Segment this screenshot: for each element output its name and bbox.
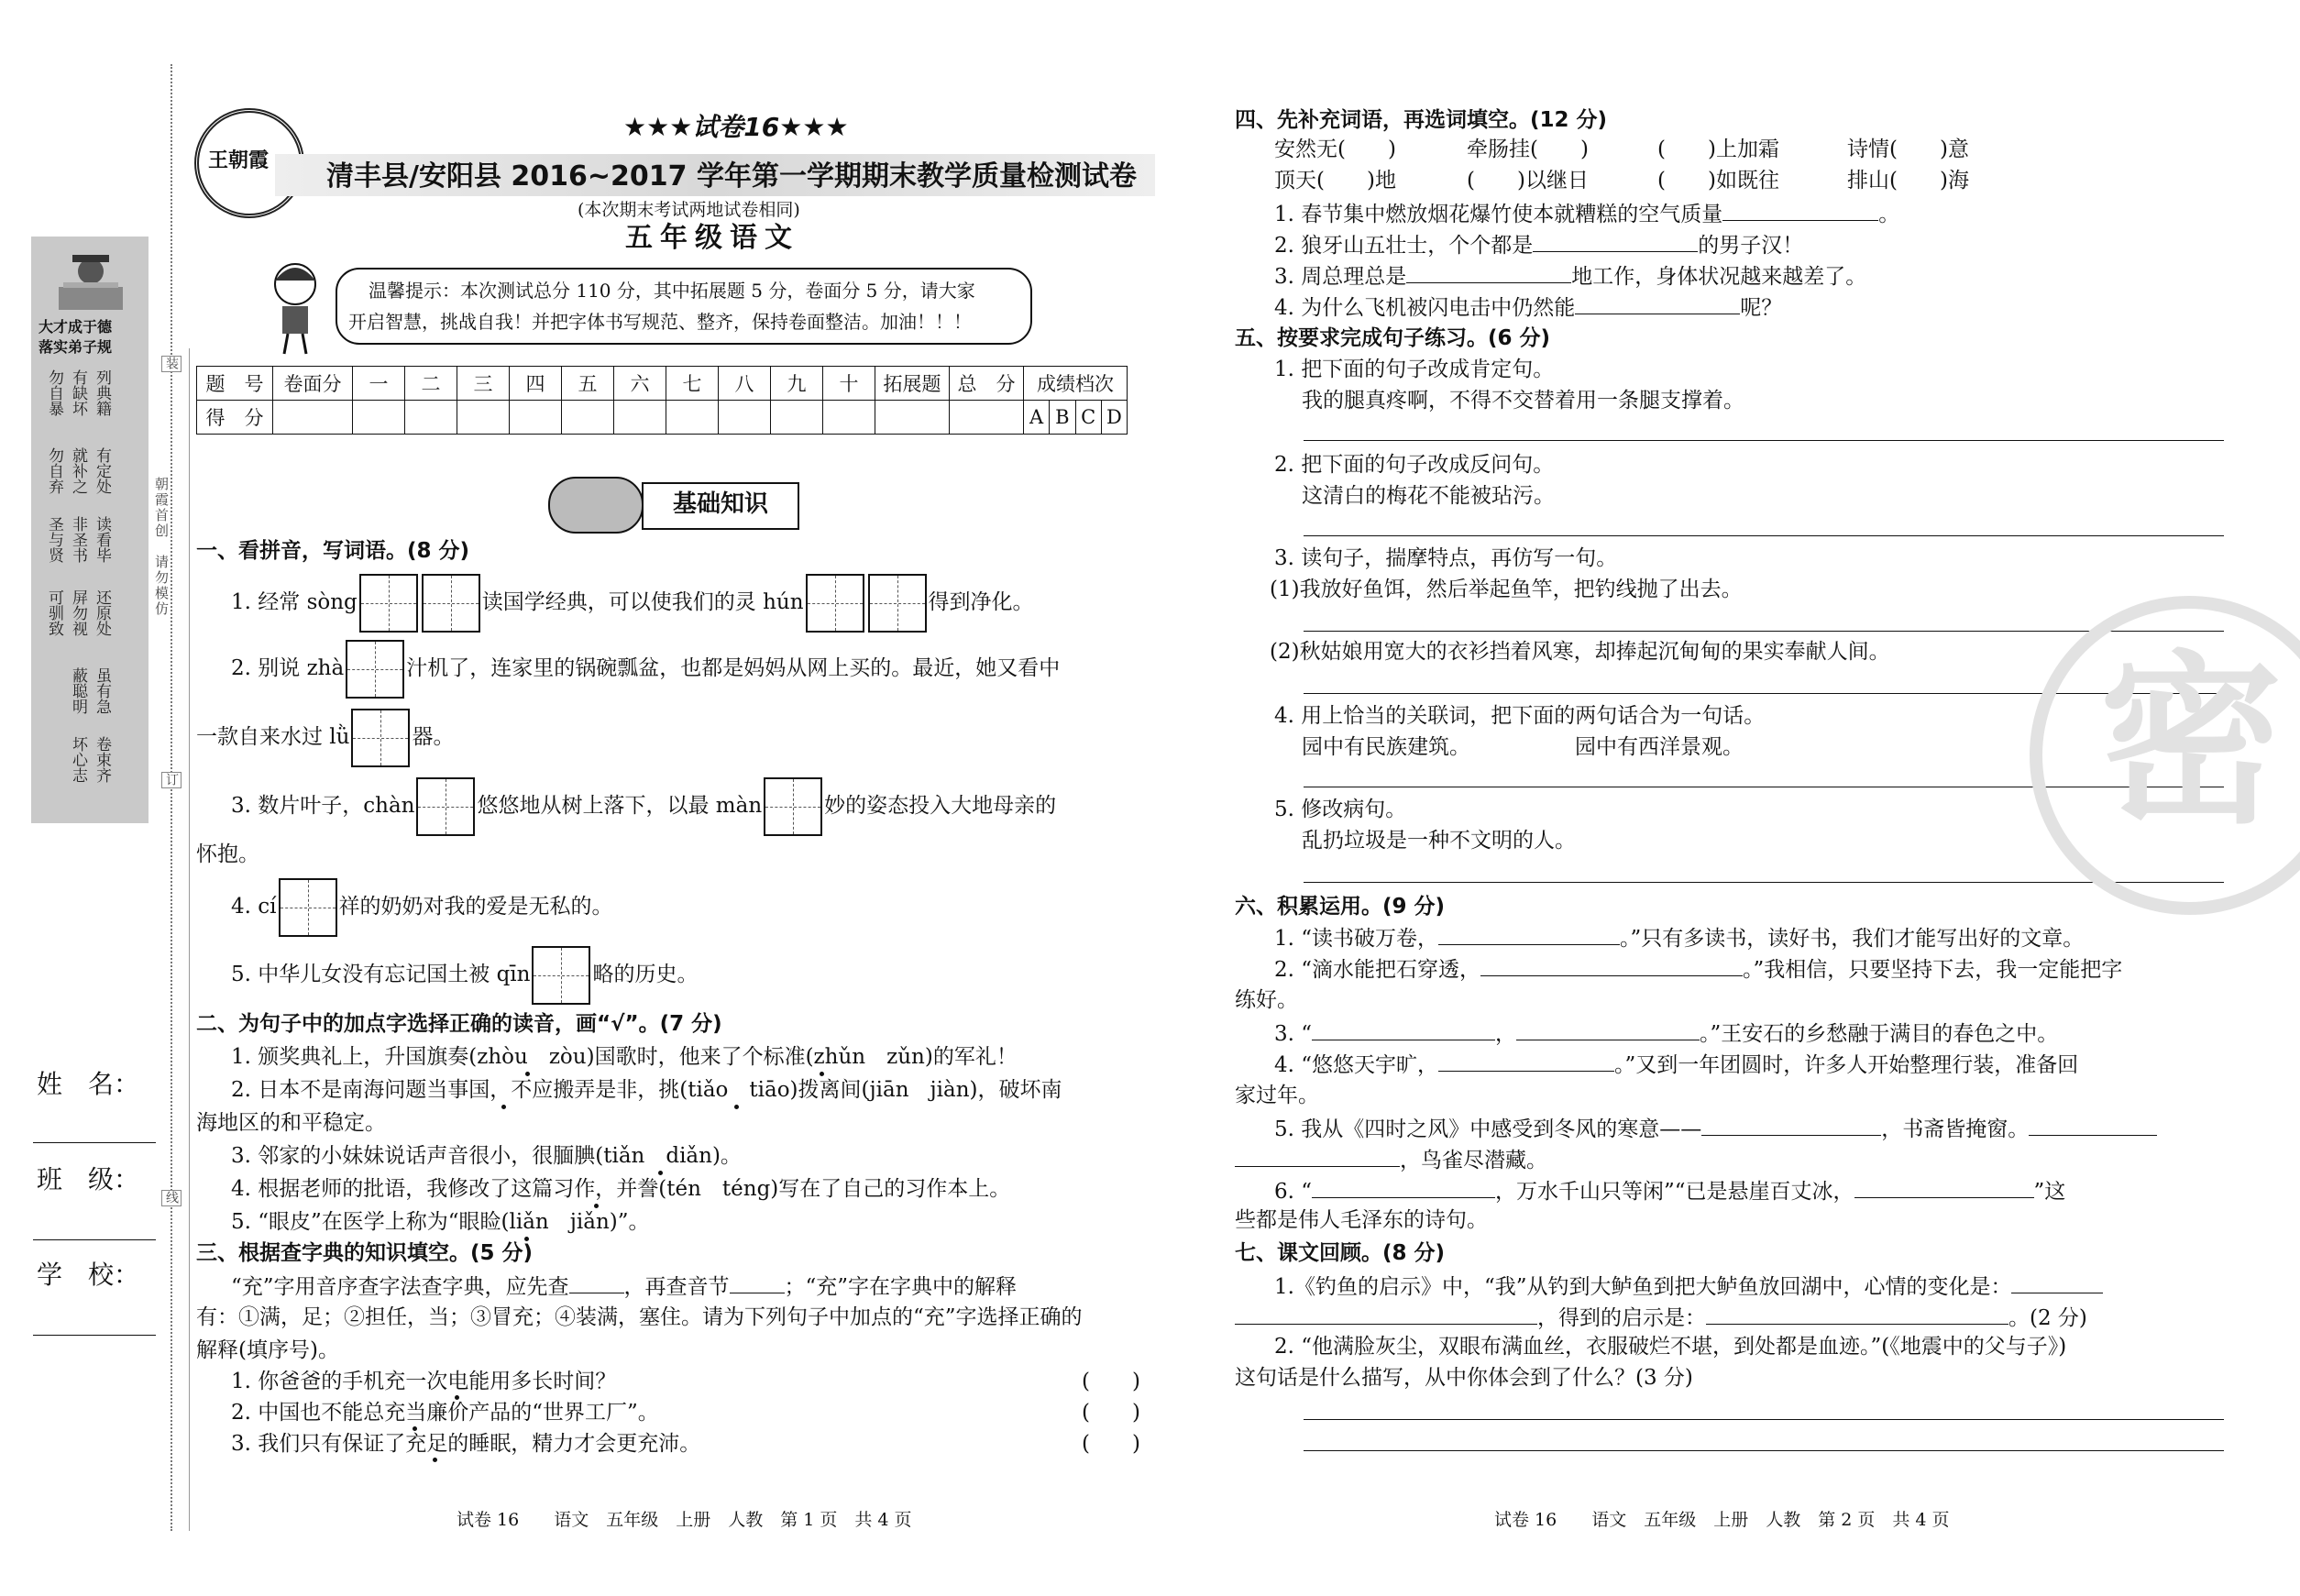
- s6-q1-b: 。”只有多读书，读好书，我们才能写出好的文章。: [1620, 927, 2085, 951]
- score-cell-4: 四: [510, 367, 562, 401]
- s6-q2-a: 2. “滴水能把石穿透，: [1274, 958, 1481, 982]
- char-box[interactable]: [346, 640, 404, 699]
- score-input[interactable]: [353, 401, 405, 435]
- blank-line[interactable]: [1706, 1302, 2008, 1325]
- answer-line[interactable]: [1304, 631, 2224, 632]
- blank-line[interactable]: [1516, 1018, 1700, 1040]
- s1-q3: [231, 776, 1056, 836]
- s6-q5-cont: [1235, 1144, 1547, 1174]
- char-box[interactable]: [422, 574, 480, 633]
- s4-word-7[interactable]: ( )如既往: [1657, 169, 1779, 193]
- name-input-line[interactable]: [33, 1142, 156, 1143]
- score-cell-presentation: 卷面分: [273, 367, 353, 401]
- blank-line[interactable]: [1406, 260, 1571, 283]
- score-input[interactable]: [666, 401, 719, 435]
- s6-q5-c: ，鸟雀尽潜藏。: [1400, 1149, 1547, 1172]
- s1-q4: [231, 877, 613, 937]
- s7-q1-a: 1.《钓鱼的启示》中，“我”从钓到大鲈鱼到把大鲈鱼放回湖中，心情的变化是：: [1274, 1275, 2012, 1299]
- s4-word-6[interactable]: ( )以继日: [1467, 169, 1589, 193]
- motto-col-11: 屏勿视: [69, 589, 87, 636]
- score-cell-5: 五: [562, 367, 614, 401]
- emphasis-dot: [501, 1105, 506, 1109]
- score-cell-7: 七: [666, 367, 719, 401]
- char-box[interactable]: [416, 777, 475, 836]
- s5-line-4: 这清白的梅花不能被玷污。: [1302, 484, 1555, 508]
- girl-mascot-illustration: [260, 259, 334, 359]
- score-cell-1: 一: [353, 367, 405, 401]
- score-cell-2: 二: [405, 367, 457, 401]
- section-6-title: 六、积累运用。(9 分): [1235, 895, 1446, 919]
- motto-col-2: 有缺坏: [69, 369, 87, 416]
- s5-line-2: 我的腿真疼啊，不得不交替着用一条腿支撑着。: [1302, 389, 1744, 413]
- s1-q3-cont: 怀抱。: [196, 842, 259, 866]
- blank-line[interactable]: [1438, 922, 1620, 945]
- watermark-stamp-text: 密: [2099, 635, 2283, 849]
- s5-line-6: (1)我放好鱼饵，然后举起鱼竿，把钓线抛了出去。: [1270, 578, 1743, 601]
- s1-q2-c: 一款自来水过 lǜ: [196, 725, 350, 749]
- s6-q6-b: ，万水千山只等闲”“已是悬崖百丈冰，: [1495, 1180, 1854, 1204]
- s6-q3-a: 3. “: [1274, 1022, 1313, 1046]
- s3-p1-c: ；“充”字在字典中的解释: [784, 1275, 1018, 1299]
- exam-number: ★★★试卷16★★★: [623, 112, 849, 142]
- char-box[interactable]: [868, 574, 927, 633]
- motto-col-1: 勿自暴: [45, 369, 63, 416]
- footer-left: 试卷 16 语文 五年级 上册 人教 第 1 页 共 4 页: [457, 1510, 912, 1530]
- s6-q6-c: ”这: [2033, 1180, 2066, 1204]
- s1-q5-b: 略的历史。: [592, 963, 699, 986]
- s3-p1-a: “充”字用音序查字法查字典，应先查: [231, 1275, 569, 1299]
- s3-para-1: [231, 1271, 1017, 1301]
- char-box[interactable]: [532, 946, 590, 1005]
- tip-line-2: 开启智慧，挑战自我！并把字体书写规范、整齐，保持卷面整洁。加油！！！: [348, 311, 972, 333]
- s6-q4-b: 。”又到一年团圆时，许多人开始整理行装，准备回: [1614, 1053, 2079, 1077]
- grade-c[interactable]: C: [1075, 401, 1101, 435]
- s3-p1-b: ，再查音节: [623, 1275, 730, 1299]
- score-input[interactable]: [614, 401, 666, 435]
- s6-q6-cont: 些都是伟人毛泽东的诗句。: [1235, 1208, 1488, 1232]
- blank-line[interactable]: [2029, 1113, 2157, 1136]
- logo-text: 王朝霞: [208, 149, 270, 172]
- section-4-title: 四、先补充词语，再选词填空。(12 分): [1235, 108, 1608, 132]
- s7-q1-b: ，得到的启示是：: [1537, 1306, 1706, 1330]
- s5-line-1: 1. 把下面的句子改成肯定句。: [1274, 358, 1555, 381]
- s5-line-5: 3. 读句子，揣摩特点，再仿写一句。: [1274, 546, 1618, 570]
- blank-line[interactable]: [1701, 1113, 1881, 1136]
- tip-line-1: 温馨提示：本次测试总分 110 分，其中拓展题 5 分，卷面分 5 分，请大家: [369, 280, 975, 302]
- s7-q1-c: 。(2 分): [2008, 1306, 2087, 1330]
- emphasis-dot: [525, 1072, 530, 1076]
- score-row-label: 得 分: [197, 401, 273, 435]
- class-label: 班 级：: [37, 1164, 140, 1194]
- s4-q1-a: 1. 春节集中燃放烟花爆竹使本就糟糕的空气质量: [1274, 203, 1723, 226]
- score-input[interactable]: [510, 401, 562, 435]
- s1-q2-b: 汁机了，连家里的锅碗瓢盆，也都是妈妈从网上买的。最近，她又看中: [406, 656, 1061, 680]
- s7-q2-cont: 这句话是什么描写，从中你体会到了什么？(3 分): [1235, 1366, 1693, 1390]
- s1-q3-a: 3. 数片叶子，chàn: [231, 794, 415, 818]
- answer-line[interactable]: [1304, 440, 2224, 441]
- grade-a[interactable]: A: [1024, 401, 1050, 435]
- binding-mark-1: 装: [161, 356, 182, 372]
- binding-mark-3: 线: [161, 1190, 182, 1206]
- s5-line-10: 5. 修改病句。: [1274, 798, 1407, 821]
- score-table: [196, 366, 1128, 435]
- char-box[interactable]: [806, 574, 864, 633]
- s4-q2-b: 的男子汉！: [1698, 234, 1804, 258]
- s3-para-2: 有：①满，足；②担任，当；③冒充；④装满，塞住。请为下列句子中加点的“充”字选择正确的: [196, 1305, 1083, 1329]
- s2-line-5: 4. 根据老师的批语，我修改了这篇习作，并誊(tén téng)写在了自己的习作本上。: [231, 1177, 1011, 1201]
- motto-col-17: 坏心志: [69, 736, 87, 783]
- score-input[interactable]: [457, 401, 510, 435]
- s7-q1: [1274, 1271, 2103, 1301]
- grade-b[interactable]: B: [1050, 401, 1075, 435]
- s4-q1-b: 。: [1878, 203, 1900, 226]
- motto-col-18: 卷束齐: [93, 736, 111, 783]
- s4-q2-a: 2. 狼牙山五壮士，个个都是: [1274, 234, 1534, 258]
- answer-paren[interactable]: ( ): [1082, 1432, 1140, 1456]
- s6-q5: [1274, 1113, 2157, 1143]
- s4-q1: [1274, 198, 1899, 228]
- s1-q1-b: 读国学经典，可以使我们的灵 hún: [481, 590, 804, 614]
- answer-line[interactable]: [1304, 1419, 2224, 1420]
- emphasis-dot: [820, 1072, 824, 1076]
- answer-paren[interactable]: ( ): [1082, 1370, 1140, 1393]
- blank-line[interactable]: [1480, 953, 1743, 976]
- s6-q6-a: 6. “: [1274, 1180, 1313, 1204]
- emphasis-dot: [455, 1395, 459, 1400]
- score-cell-6: 六: [614, 367, 666, 401]
- s1-q5-a: 5. 中华儿女没有忘记国土被 qīn: [231, 963, 531, 986]
- s4-word-3[interactable]: ( )上加霜: [1657, 138, 1779, 161]
- blank-line[interactable]: [730, 1271, 785, 1293]
- section-2-title: 二、为句子中的加点字选择正确的读音，画“√”。(7 分): [196, 1012, 722, 1036]
- s5-line-11: 乱扔垃圾是一种不文明的人。: [1302, 829, 1576, 853]
- score-input[interactable]: [950, 401, 1024, 435]
- motto-col-10: 可驯致: [45, 589, 63, 636]
- motto-col-6: 有定处: [93, 447, 111, 494]
- motto-col-5: 就补之: [69, 447, 87, 494]
- s1-q2-cont: [196, 708, 454, 767]
- score-input[interactable]: [875, 401, 950, 435]
- s5-line-3: 2. 把下面的句子改成反问句。: [1274, 453, 1555, 477]
- s1-q1-a: 1. 经常 sòng: [231, 590, 358, 614]
- grade-d[interactable]: D: [1101, 401, 1127, 435]
- motto-col-14: 蔽聪明: [69, 667, 87, 714]
- score-input[interactable]: [273, 401, 353, 435]
- s4-q4-b: 呢？: [1740, 296, 1783, 320]
- motto-line-2: 落实弟子规: [39, 338, 113, 356]
- s6-q1-a: 1. “读书破万卷，: [1274, 927, 1439, 951]
- s3-para-3: 解释(填序号)。: [196, 1338, 339, 1362]
- s6-q5-b: ，书斋皆掩窗。: [1881, 1117, 2030, 1141]
- binding-line: [189, 348, 190, 1531]
- s2-line-3: 海地区的和平稳定。: [196, 1111, 386, 1135]
- exam-subtitle: (本次期末考试两地试卷相同): [578, 200, 800, 220]
- binding-dotted-line: [171, 64, 172, 1531]
- s6-q2-b: 。”我相信，只要坚持下去，我一定能把字: [1743, 958, 2123, 982]
- s5-line-7: (2)秋姑娘用宽大的衣衫挡着风寒，却捧起沉甸甸的果实奉献人间。: [1270, 640, 1890, 664]
- s4-word-2[interactable]: 牵肠挂( ): [1467, 138, 1589, 161]
- char-box[interactable]: [764, 777, 822, 836]
- score-input[interactable]: [562, 401, 614, 435]
- s1-q3-b: 悠悠地从树上落下，以最 màn: [477, 794, 763, 818]
- motto-col-7: 圣与贤: [45, 516, 63, 563]
- s1-q1: [231, 573, 1034, 633]
- motto-col-8: 非圣书: [69, 516, 87, 563]
- motto-col-4: 勿自弃: [45, 447, 63, 494]
- s1-q1-c: 得到净化。: [928, 590, 1034, 614]
- motto-col-9: 读看毕: [93, 516, 111, 563]
- char-box[interactable]: [279, 878, 337, 937]
- s2-line-6: 5. “眼皮”在医学上称为“眼睑(liǎn jiǎn)”。: [231, 1210, 650, 1234]
- blank-line[interactable]: [1235, 1302, 1537, 1325]
- s1-q5: [231, 945, 698, 1005]
- s1-q4-b: 祥的奶奶对我的爱是无私的。: [338, 895, 613, 919]
- section-3-title: 三、根据查字典的知识填空。(5 分): [196, 1241, 534, 1265]
- section-badge-label: 基础知识: [673, 490, 769, 518]
- section-5-title: 五、按要求完成句子练习。(6 分): [1235, 326, 1551, 350]
- blank-line[interactable]: [1312, 1175, 1495, 1198]
- s1-q2-d: 器。: [412, 725, 455, 749]
- motto-line-1: 大才成于德: [39, 318, 113, 336]
- s6-q4-a: 4. “悠悠天宇旷，: [1274, 1053, 1439, 1077]
- emphasis-dot: [594, 1204, 599, 1208]
- motto-col-15: 虽有急: [93, 667, 111, 714]
- s6-q4: [1274, 1049, 2078, 1079]
- score-cell-total: 总 分: [950, 367, 1024, 401]
- score-input[interactable]: [771, 401, 823, 435]
- score-input[interactable]: [719, 401, 771, 435]
- s6-q3-b: ，: [1495, 1022, 1517, 1046]
- s5-line-8: 4. 用上恰当的关联词，把下面的两句话合为一句话。: [1274, 704, 1766, 728]
- s1-q3-c: 妙的姿态投入大地母亲的: [824, 794, 1057, 818]
- s4-word-8[interactable]: 排山( )海: [1847, 169, 1969, 193]
- score-cell-8: 八: [719, 367, 771, 401]
- binding-mark-2: 订: [161, 772, 182, 788]
- s7-q1-cont: [1235, 1302, 2087, 1332]
- s3-item-2: 2. 中国也不能总充当廉价产品的“世界工厂”。: [231, 1401, 659, 1425]
- s3-item-1: 1. 你爸爸的手机充一次电能用多长时间？: [231, 1370, 617, 1393]
- s4-word-4[interactable]: 诗情( )意: [1847, 138, 1969, 161]
- s2-line-4: 3. 邻家的小妹妹说话声音很小，很腼腆(tiǎn diǎn)。: [231, 1144, 742, 1168]
- s4-q3: [1274, 260, 1866, 291]
- s4-q4-a: 4. 为什么飞机被闪电击中仍然能: [1274, 296, 1576, 320]
- s6-q3-c: 。”王安石的乡愁融于满目的春色之中。: [1700, 1022, 2059, 1046]
- s4-q4: [1274, 292, 1782, 322]
- s6-q2-cont: 练好。: [1235, 988, 1298, 1012]
- school-label: 学 校：: [37, 1260, 140, 1290]
- answer-line[interactable]: [1304, 535, 2224, 536]
- s5-line-9a: 园中有民族建筑。: [1302, 735, 1470, 759]
- s5-line-9b: 园中有西洋景观。: [1575, 735, 1744, 759]
- emphasis-dot: [433, 1458, 437, 1462]
- s1-q4-a: 4. cí: [231, 895, 277, 919]
- answer-paren[interactable]: ( ): [1082, 1401, 1140, 1425]
- blank-line[interactable]: [1533, 229, 1698, 252]
- s6-q3: [1274, 1018, 2058, 1048]
- blank-line[interactable]: [1312, 1018, 1495, 1040]
- s6-q2: [1274, 953, 2122, 984]
- blank-line[interactable]: [569, 1271, 624, 1293]
- emphasis-dot: [734, 1105, 739, 1109]
- s7-q2: 2. “他满脸灰尘，双眼布满血丝，衣服破烂不堪，到处都是血迹。”(《地震中的父与子》): [1274, 1335, 2067, 1359]
- blank-line[interactable]: [2011, 1271, 2103, 1293]
- blank-line[interactable]: [1235, 1144, 1400, 1167]
- scholar-illustration: [50, 246, 132, 319]
- s1-q2-a: 2. 别说 zhà: [231, 656, 345, 680]
- score-input[interactable]: [405, 401, 457, 435]
- s4-word-1[interactable]: 安然无( ): [1274, 138, 1396, 161]
- score-cell-extension: 拓展题: [875, 367, 950, 401]
- s2-line-2: 2. 日本不是南海问题当事国，不应搬弄是非，挑(tiǎo tiāo)拨离间(jiān jiàn)，破坏南: [231, 1078, 1062, 1102]
- footer-right: 试卷 16 语文 五年级 上册 人教 第 2 页 共 4 页: [1494, 1510, 1950, 1530]
- motto-col-12: 还原处: [93, 589, 111, 636]
- emphasis-dot: [413, 1426, 417, 1431]
- score-cell-grade-level: 成绩档次: [1024, 367, 1128, 401]
- name-label: 姓 名：: [37, 1069, 140, 1099]
- anti-copy-note: 朝霞首创 请勿模仿: [153, 477, 170, 617]
- s1-q2: [231, 639, 1060, 699]
- school-input-line[interactable]: [33, 1335, 156, 1336]
- char-box[interactable]: [351, 709, 410, 767]
- s6-q4-cont: 家过年。: [1235, 1084, 1319, 1107]
- score-cell-3: 三: [457, 367, 510, 401]
- grade-subject: 五年级语文: [625, 222, 799, 254]
- exam-title: 清丰县/安阳县 2016~2017 学年第一学期期末教学质量检测试卷: [326, 160, 1137, 193]
- s6-q1: [1274, 922, 2084, 952]
- blank-line[interactable]: [1722, 198, 1878, 221]
- score-cell-9: 九: [771, 367, 823, 401]
- s3-item-3: 3. 我们只有保证了充足的睡眠，精力才会更充沛。: [231, 1432, 701, 1456]
- s4-q3-a: 3. 周总理总是: [1274, 265, 1407, 289]
- emphasis-dot: [658, 1171, 663, 1175]
- class-input-line[interactable]: [33, 1239, 156, 1240]
- s4-word-5[interactable]: 顶天( )地: [1274, 169, 1396, 193]
- blank-line[interactable]: [1438, 1049, 1614, 1072]
- score-table-header-row: [197, 367, 1128, 401]
- motto-sidebar: [31, 237, 149, 823]
- char-box[interactable]: [359, 574, 418, 633]
- score-table-input-row: [197, 401, 1128, 435]
- s6-q5-a: 5. 我从《四时之风》中感受到冬风的寒意——: [1274, 1117, 1702, 1141]
- s6-q6: [1274, 1175, 2065, 1205]
- section-badge-icon: [548, 477, 644, 534]
- score-input[interactable]: [823, 401, 875, 435]
- score-cell-label: 题 号: [197, 367, 273, 401]
- motto-col-3: 列典籍: [93, 369, 111, 416]
- section-7-title: 七、课文回顾。(8 分): [1235, 1241, 1446, 1265]
- s4-q2: [1274, 229, 1803, 259]
- blank-line[interactable]: [1854, 1175, 2034, 1198]
- blank-line[interactable]: [1575, 292, 1740, 314]
- answer-line[interactable]: [1304, 882, 2224, 883]
- answer-line[interactable]: [1304, 1450, 2224, 1451]
- s4-q3-b: 地工作，身体状况越来越差了。: [1571, 265, 1867, 289]
- score-cell-10: 十: [823, 367, 875, 401]
- s2-line-1: 1. 颁奖典礼上，升国旗奏(zhòu zòu)国歌时，他来了个标准(zhǔn zǔn)的军礼！: [231, 1045, 1018, 1069]
- section-1-title: 一、看拼音，写词语。(8 分): [196, 539, 470, 563]
